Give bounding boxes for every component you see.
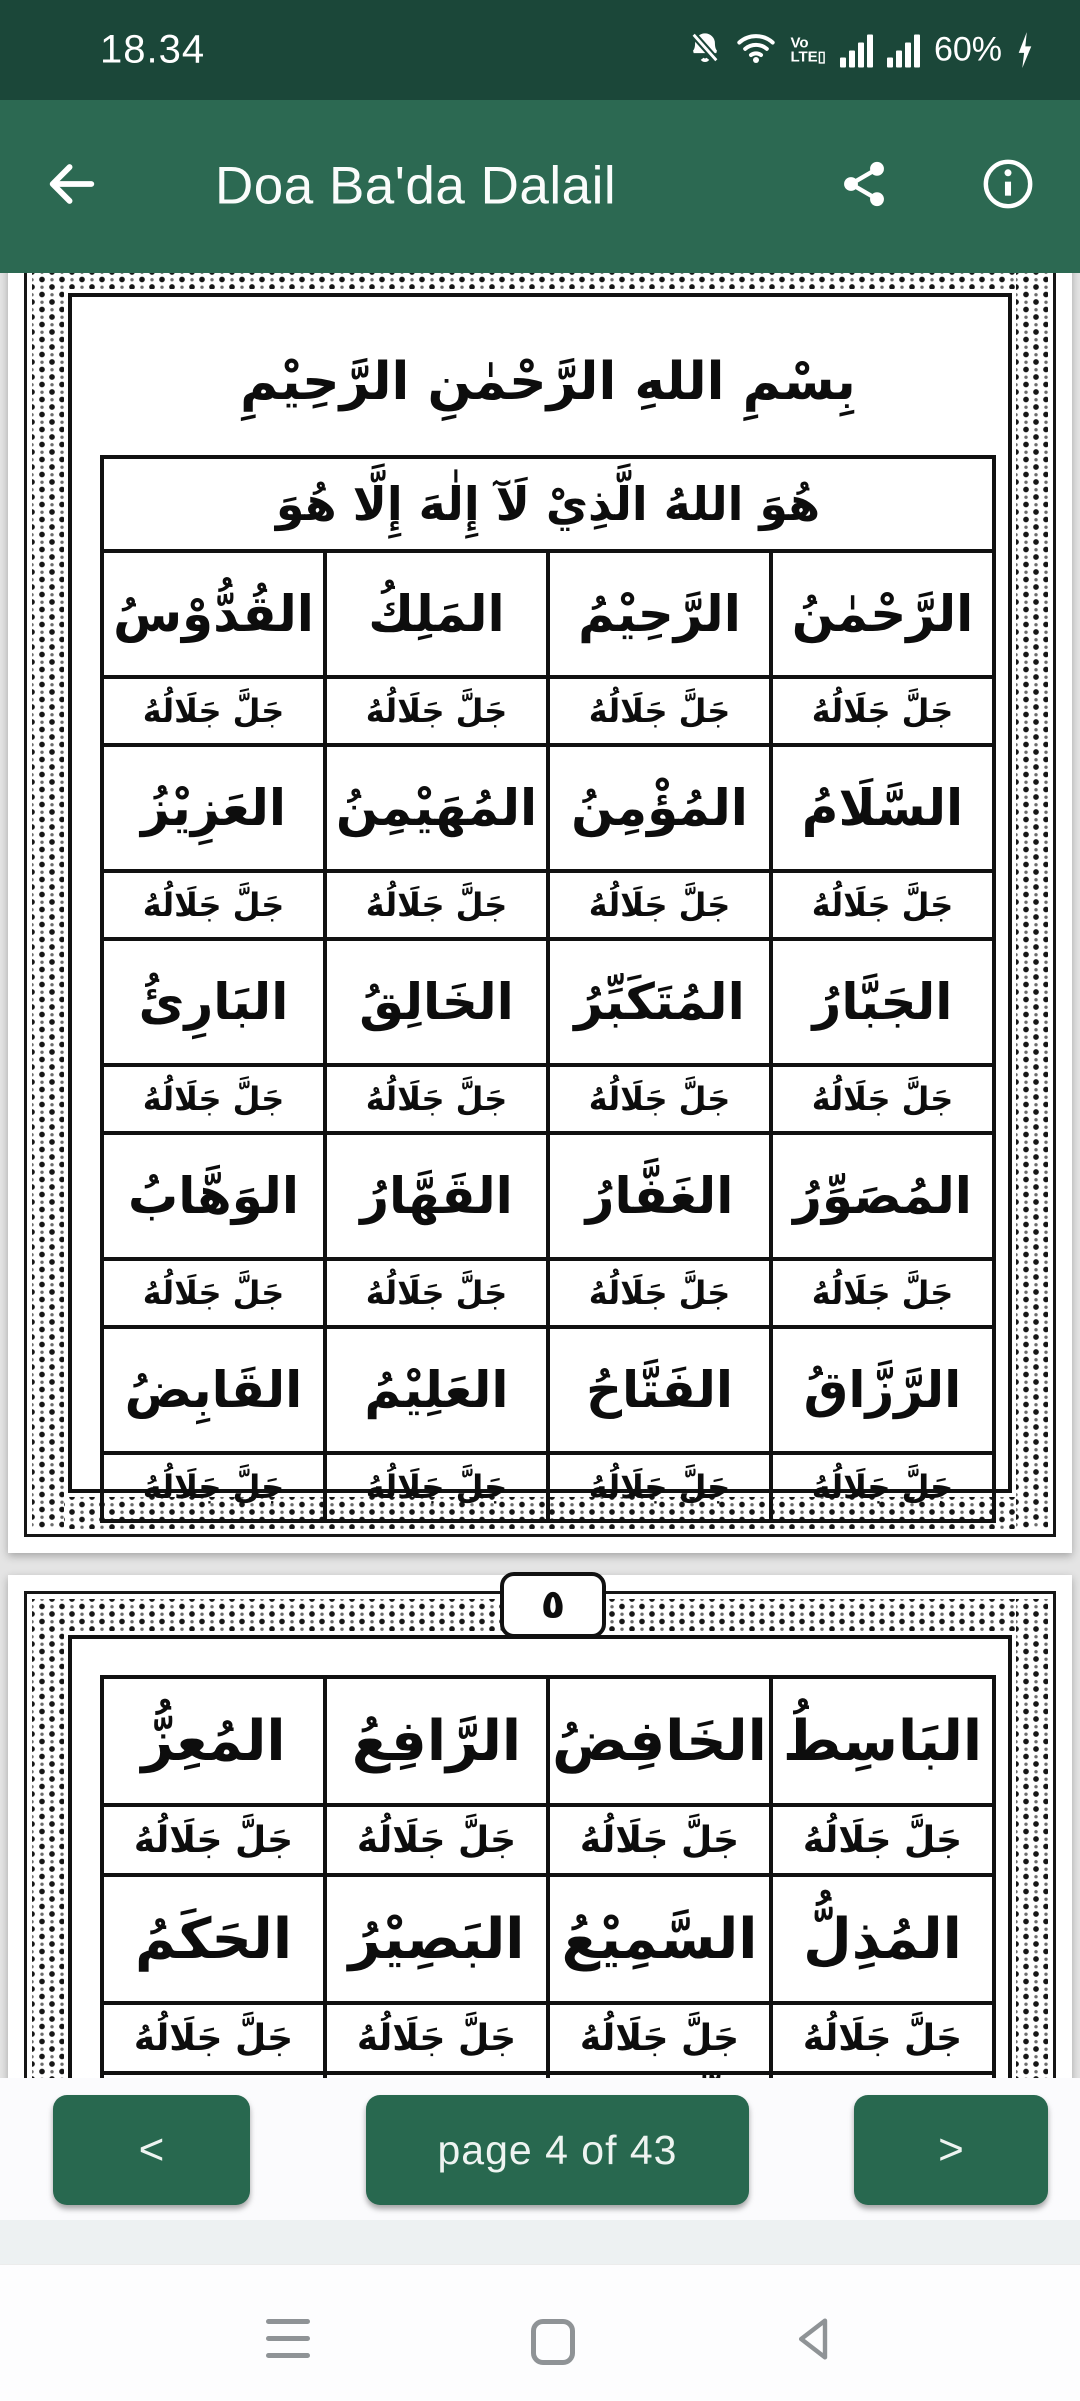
share-icon [838, 158, 890, 215]
page-indicator-button[interactable]: page 4 of 43 [366, 2095, 749, 2205]
back-triangle-icon [792, 2350, 836, 2367]
back-nav-button[interactable] [792, 2315, 836, 2368]
name-cell: الرَّحِيْمُ [548, 551, 771, 677]
name-cell: الخَالِقُ [325, 939, 548, 1065]
back-button[interactable] [36, 150, 108, 222]
battery-percent: 60% [933, 30, 1002, 69]
page-number-tab: ٥ [500, 1572, 606, 1638]
name-cell: القُدُّوْسُ [102, 551, 325, 677]
name-cell: المُصَوِّرُ [771, 1133, 994, 1259]
jalla-cell: جَلَّ جَلَالُهُ [548, 2003, 771, 2073]
name-cell: الرَّحْمٰنُ [771, 551, 994, 677]
jalla-cell: جَلَّ جَلَالُهُ [102, 1259, 325, 1327]
ornament-border-left [32, 1599, 64, 2078]
volte-icon: Vo LTE▯ [790, 34, 826, 65]
jalla-cell: جَلَّ جَلَالُهُ [102, 2003, 325, 2073]
jalla-cell: جَلَّ جَلَالُهُ [325, 2003, 548, 2073]
asmaul-husna-table-1 [100, 455, 996, 1523]
name-cell: القَهَّارُ [325, 1133, 548, 1259]
jalla-cell: جَلَّ جَلَالُهُ [325, 1453, 548, 1521]
name-cell: الوَهَّابُ [102, 1133, 325, 1259]
ornament-border-left [32, 273, 64, 1529]
name-cell: الغَفَّارُ [548, 1133, 771, 1259]
name-cell: الخَافِضُ [548, 1677, 771, 1805]
name-cell: الرَّافِعُ [325, 1677, 548, 1805]
name-cell: المُتَكَبِّرُ [548, 939, 771, 1065]
home-button[interactable] [531, 2319, 575, 2365]
name-cell: الفَتَّاحُ [548, 1327, 771, 1453]
scan-page-5 [8, 1575, 1072, 2078]
jalla-cell: جَلَّ جَلَالُهُ [548, 1259, 771, 1327]
name-cell: المَلِكُ [325, 551, 548, 677]
scan-page-4 [8, 273, 1072, 1553]
charging-bolt-icon [1016, 32, 1034, 68]
jalla-cell: جَلَّ جَلَالُهُ [325, 871, 548, 939]
ornament-border-top [32, 273, 1048, 289]
name-cell: المُؤْمِنُ [548, 745, 771, 871]
page-title: Doa Ba'da Dalail [215, 156, 617, 216]
name-cell: القَابِضُ [102, 1327, 325, 1453]
signal-bars-icon [887, 33, 920, 67]
back-arrow-icon [43, 155, 101, 218]
asmaul-husna-table-2 [100, 1675, 996, 2078]
jalla-cell: جَلَّ جَلَالُهُ [325, 1805, 548, 1875]
name-cell: الجَبَّارُ [771, 939, 994, 1065]
jalla-cell: جَلَّ جَلَالُهُ [102, 1065, 325, 1133]
jalla-cell: جَلَّ جَلَالُهُ [548, 1805, 771, 1875]
ornament-border-right [1016, 273, 1048, 1529]
name-cell: السَّمِيْعُ [548, 1875, 771, 2003]
jalla-cell: جَلَّ جَلَالُهُ [771, 1259, 994, 1327]
name-cell: المُهَيْمِنُ [325, 745, 548, 871]
jalla-cell: جَلَّ جَلَالُهُ [548, 1453, 771, 1521]
share-button[interactable] [828, 150, 900, 222]
android-nav-bar [0, 2264, 1080, 2401]
document-scroll-area[interactable] [0, 273, 1080, 2078]
name-cell: البَصِيْرُ [325, 1875, 548, 2003]
bismillah-text: بِسْمِ اللهِ الرَّحْمٰنِ الرَّحِيْمِ [240, 352, 856, 412]
notifications-off-icon [688, 30, 722, 71]
next-page-button[interactable]: > [854, 2095, 1048, 2205]
name-cell: السَّلَامُ [771, 745, 994, 871]
name-cell: العَلِيْمُ [325, 1327, 548, 1453]
jalla-cell: جَلَّ جَلَالُهُ [548, 1065, 771, 1133]
jalla-cell: جَلَّ جَلَالُهُ [771, 677, 994, 745]
name-cell: الحَكَمُ [102, 1875, 325, 2003]
name-cell: المُعِزُّ [102, 1677, 325, 1805]
jalla-cell: جَلَّ جَلَالُهُ [102, 871, 325, 939]
gesture-hint-strip [0, 2220, 1080, 2264]
ornament-border-right [1016, 1599, 1048, 2078]
name-cell: البَارِئُ [102, 939, 325, 1065]
status-icons [688, 30, 1034, 71]
pager-bar [0, 2078, 1080, 2220]
info-button[interactable] [972, 150, 1044, 222]
name-cell: الرَّزَّاقُ [771, 1327, 994, 1453]
info-icon [980, 156, 1036, 217]
jalla-cell: جَلَّ جَلَالُهُ [771, 1065, 994, 1133]
jalla-cell: جَلَّ جَلَالُهُ [771, 2003, 994, 2073]
name-cell: المُذِلُّ [771, 1875, 994, 2003]
jalla-cell: جَلَّ جَلَالُهُ [102, 1453, 325, 1521]
wifi-icon [736, 31, 776, 70]
jalla-cell: جَلَّ جَلَالُهُ [771, 871, 994, 939]
jalla-cell: جَلَّ جَلَالُهُ [771, 1453, 994, 1521]
clock: 18.34 [100, 27, 206, 72]
recents-button[interactable] [266, 2319, 310, 2358]
jalla-cell: جَلَّ جَلَالُهُ [548, 677, 771, 745]
previous-page-button[interactable]: < [53, 2095, 250, 2205]
jalla-cell: جَلَّ جَلَالُهُ [325, 677, 548, 745]
name-cell: العَزِيْزُ [102, 745, 325, 871]
name-cell: البَاسِطُ [771, 1677, 994, 1805]
jalla-cell: جَلَّ جَلَالُهُ [325, 1065, 548, 1133]
jalla-cell: جَلَّ جَلَالُهُ [325, 1259, 548, 1327]
jalla-cell: جَلَّ جَلَالُهُ [102, 1805, 325, 1875]
table-header-cell: هُوَ اللهُ الَّذِيْ لَآ إِلٰهَ إِلَّا هُوَ [102, 457, 994, 551]
signal-bars-icon [840, 33, 873, 67]
app-bar [0, 100, 1080, 273]
jalla-cell: جَلَّ جَلَالُهُ [548, 871, 771, 939]
jalla-cell: جَلَّ جَلَالُهُ [771, 1805, 994, 1875]
jalla-cell: جَلَّ جَلَالُهُ [102, 677, 325, 745]
status-bar [0, 0, 1080, 100]
home-icon [531, 2319, 575, 2365]
